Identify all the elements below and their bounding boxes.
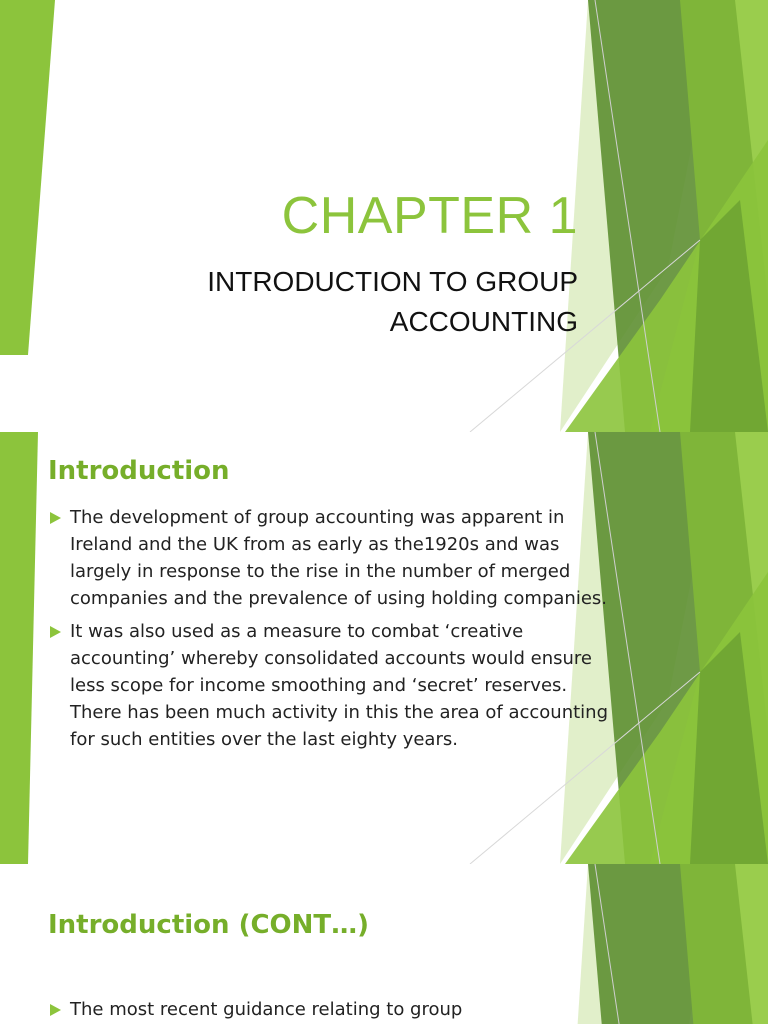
subtitle-line: INTRODUCTION TO GROUP [207, 266, 578, 297]
bullet-text: It was also used as a measure to combat ‘creative accounting’ whereby consolidated accounts would ensure less scope for income smoothing and ‘secret’ reserves. There has been much activity in this the area of accounting for such entities over the last eighty years. [70, 621, 608, 750]
slide-subtitle [118, 262, 578, 342]
bullet-text: The most recent guidance relating to group [70, 999, 463, 1020]
slide-introduction [0, 432, 768, 864]
bullet-arrow-icon [50, 1004, 61, 1016]
slide-title-text: CHAPTER 1 [281, 187, 578, 245]
bullet-list [48, 996, 608, 1024]
slide-heading: Introduction [48, 456, 230, 486]
slide-heading: Introduction (CONT…) [48, 910, 370, 940]
bullet-item [48, 504, 608, 612]
bullet-list [48, 504, 608, 759]
bullet-text: The development of group accounting was apparent in Ireland and the UK from as early as the1920s and was largely in response to the rise in the number of merged companies and the prevalence of using holding companies. [70, 507, 607, 609]
bullet-arrow-icon [50, 626, 61, 638]
subtitle-line: ACCOUNTING [389, 306, 578, 337]
slide-title [0, 0, 768, 432]
bullet-arrow-icon [50, 512, 61, 524]
slide-introduction-cont [0, 864, 768, 1024]
bullet-item [48, 618, 608, 753]
bullet-item [48, 996, 608, 1023]
